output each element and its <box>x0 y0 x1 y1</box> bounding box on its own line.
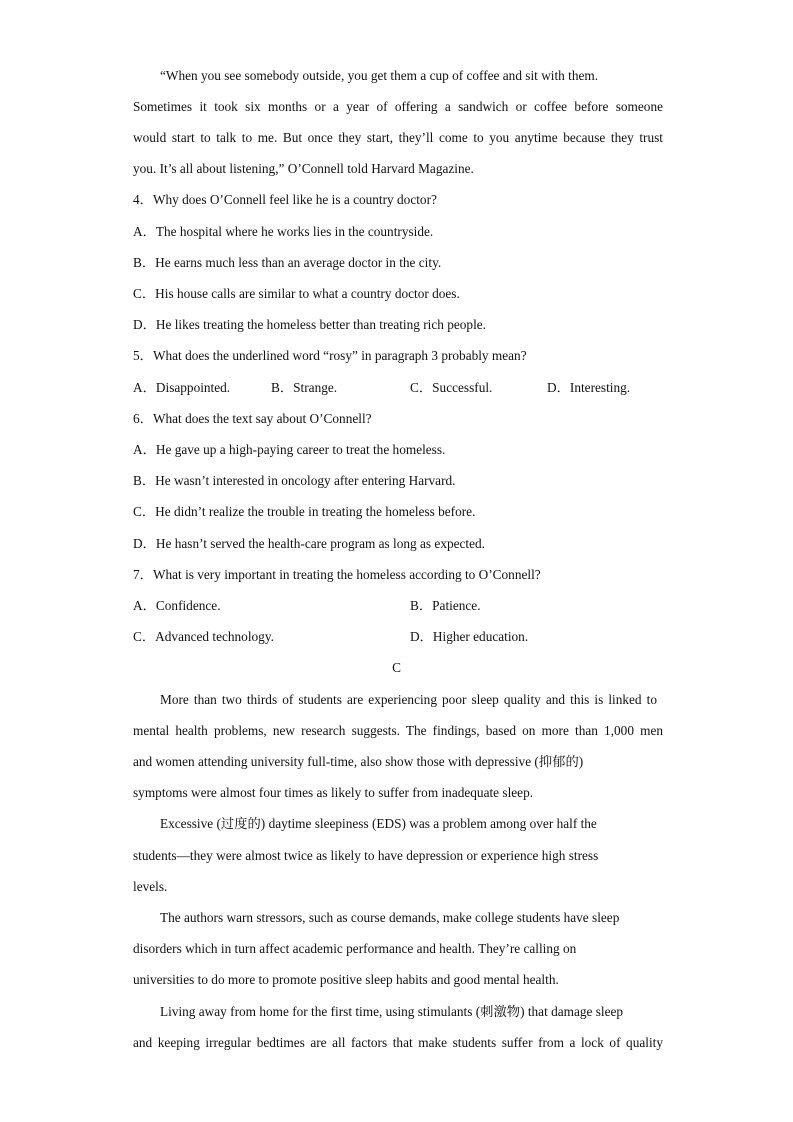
question-5-stem: 5．What does the underlined word “rosy” in paragraph 3 probably mean? <box>133 348 527 363</box>
section-c-p2-line: students—they were almost twice as likely to have depression or experience high stress <box>133 848 599 863</box>
question-4-option-d: D．He likes treating the homeless better than treating rich people. <box>133 317 486 332</box>
section-c-p3-line: The authors warn stressors, such as course demands, make college students have sleep <box>160 910 620 925</box>
question-5-option-a: A．Disappointed. <box>133 380 231 395</box>
section-c-p2-line: levels. <box>133 879 168 894</box>
section-c-p1-line: More than two thirds of students are experiencing poor sleep quality and this is linked to <box>160 692 657 707</box>
question-4-option-a: A．The hospital where he works lies in the countryside. <box>133 224 434 239</box>
passage-b-line: you. It’s all about listening,” O’Connell told Harvard Magazine. <box>133 161 474 176</box>
question-4-option-c: C．His house calls are similar to what a country doctor does. <box>133 286 460 301</box>
question-7-option-a: A．Confidence. <box>133 598 221 613</box>
question-5-option-b: B．Strange. <box>271 380 338 395</box>
question-7-option-b: B．Patience. <box>410 598 481 613</box>
question-5-option-c: C．Successful. <box>410 380 493 395</box>
section-c-p3-line: universities to do more to promote positive sleep habits and good mental health. <box>133 972 559 987</box>
question-5-option-d: D．Interesting. <box>547 380 631 395</box>
question-6-stem: 6．What does the text say about O’Connell? <box>133 411 372 426</box>
question-7-option-d: D．Higher education. <box>410 629 529 644</box>
question-6-option-b: B．He wasn’t interested in oncology after entering Harvard. <box>133 473 456 488</box>
section-c-heading: C <box>392 660 401 675</box>
section-c-p4-line: Living away from home for the first time, using stimulants (刺激物) that damage sleep <box>160 1004 624 1019</box>
section-c-p1-line: mental health problems, new research suggests. The findings, based on more than 1,000 men <box>133 723 663 738</box>
question-7-options-row-1 <box>133 596 663 616</box>
section-c-p4-line: and keeping irregular bedtimes are all factors that make students suffer from a lock of quality <box>133 1035 663 1050</box>
section-c-p2-line: Excessive (过度的) daytime sleepiness (EDS) was a problem among over half the <box>160 816 597 831</box>
question-6-option-d: D．He hasn’t served the health-care program as long as expected. <box>133 536 485 551</box>
question-6-option-c: C．He didn’t realize the trouble in treating the homeless before. <box>133 504 476 519</box>
question-7-option-c: C．Advanced technology. <box>133 629 274 644</box>
section-c-p3-line: disorders which in turn affect academic performance and health. They’re calling on <box>133 941 577 956</box>
section-c-p1-line: and women attending university full-time, also show those with depressive (抑郁的) <box>133 754 584 769</box>
question-7-stem: 7．What is very important in treating the homeless according to O’Connell? <box>133 567 541 582</box>
question-5-options <box>133 378 663 398</box>
question-7-options-row-2 <box>133 627 663 647</box>
section-c-p1-line: symptoms were almost four times as likely to suffer from inadequate sleep. <box>133 785 534 800</box>
question-4-option-b: B．He earns much less than an average doctor in the city. <box>133 255 442 270</box>
question-6-option-a: A．He gave up a high-paying career to treat the homeless. <box>133 442 446 457</box>
passage-b-line: Sometimes it took six months or a year of offering a sandwich or coffee before someone <box>133 99 663 114</box>
passage-b-line: “When you see somebody outside, you get them a cup of coffee and sit with them. <box>160 68 599 83</box>
question-4-stem: 4．Why does O’Connell feel like he is a country doctor? <box>133 192 437 207</box>
passage-b-line: would start to talk to me. But once they start, they’ll come to you anytime because they trust <box>133 130 663 145</box>
